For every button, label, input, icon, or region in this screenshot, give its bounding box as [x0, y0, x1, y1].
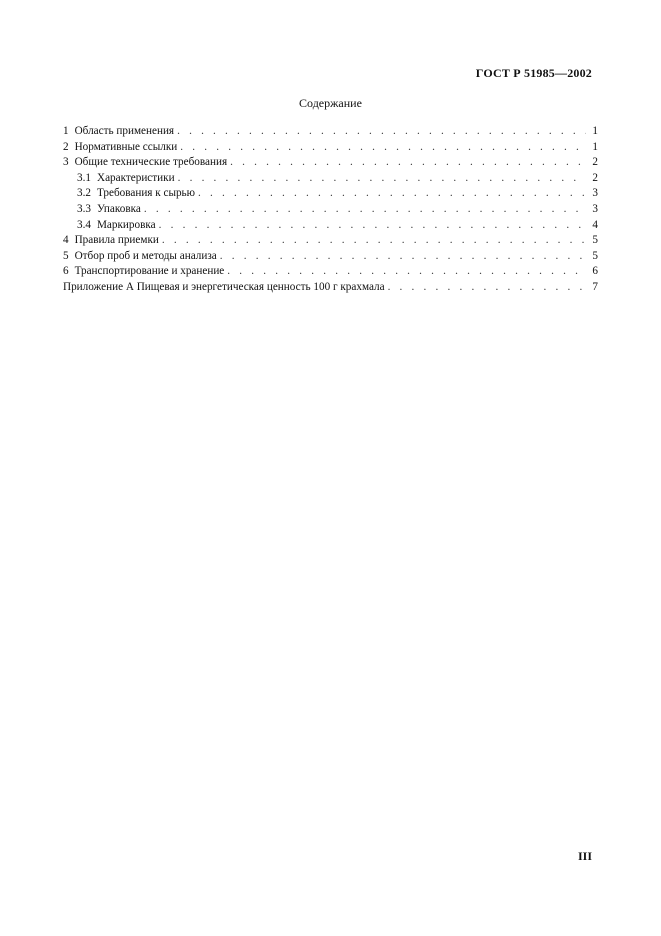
toc-entry-title: Отбор проб и методы анализа — [74, 249, 217, 262]
toc-entry-number: 3.3 — [77, 202, 91, 215]
toc-entry[interactable] — [63, 140, 598, 156]
toc-entry-page: 2 — [592, 171, 598, 184]
leader-dots — [230, 155, 586, 171]
toc-entry-title: Упаковка — [96, 202, 141, 215]
toc-title: Содержание — [299, 96, 362, 110]
leader-dots — [220, 249, 586, 265]
toc-entry-number: 4 — [63, 234, 69, 247]
toc-entry-title: Нормативные ссылки — [74, 140, 178, 153]
toc-entry-number: 6 — [63, 265, 69, 278]
toc-entry-page: 5 — [592, 249, 598, 262]
toc-subentry[interactable] — [63, 218, 598, 234]
toc-entry[interactable] — [63, 124, 598, 140]
toc-entry-title: Правила приемки — [74, 234, 159, 247]
toc-entry-appendix[interactable] — [63, 280, 598, 296]
toc-entry-page: 6 — [592, 265, 598, 278]
toc-entry-number: 3 — [63, 156, 69, 169]
toc-entry[interactable] — [63, 233, 598, 249]
toc-entry-page: 3 — [592, 202, 598, 215]
toc-entry-title: Транспортирование и хранение — [74, 265, 225, 278]
toc-subentry[interactable] — [63, 171, 598, 187]
leader-dots — [227, 264, 586, 280]
toc-entry-title: Характеристики — [96, 171, 175, 184]
leader-dots — [159, 218, 586, 234]
toc-entry-title: Приложение А Пищевая и энергетическая ценность 100 г крахмала — [63, 280, 385, 293]
toc-entry-title: Требования к сырью — [96, 187, 196, 200]
leader-dots — [162, 233, 586, 249]
leader-dots — [180, 140, 586, 156]
leader-dots — [177, 124, 586, 140]
toc-entry-title: Общие технические требования — [74, 156, 228, 169]
toc-entry-title: Маркировка — [96, 218, 156, 231]
leader-dots — [198, 186, 586, 202]
toc-entry[interactable] — [63, 249, 598, 265]
toc-entry-page: 1 — [592, 140, 598, 153]
toc-entry-page: 3 — [592, 187, 598, 200]
page-number: III — [577, 849, 592, 863]
toc-entry-number: 3.2 — [77, 187, 91, 200]
leader-dots — [388, 280, 586, 296]
toc-entry[interactable] — [63, 155, 598, 171]
leader-dots — [144, 202, 586, 218]
toc-entry-number: 2 — [63, 140, 69, 153]
toc-entry-page: 2 — [592, 156, 598, 169]
toc-entry-page: 4 — [592, 218, 598, 231]
toc-subentry[interactable] — [63, 186, 598, 202]
toc-entry-number: 5 — [63, 249, 69, 262]
toc-entry-number: 3.1 — [77, 171, 91, 184]
toc-entry-page: 5 — [592, 234, 598, 247]
toc-entry-number: 1 — [63, 125, 69, 137]
toc-entry[interactable] — [63, 264, 598, 280]
toc-entry-number: 3.4 — [77, 218, 91, 231]
table-of-contents — [63, 124, 598, 296]
toc-subentry[interactable] — [63, 202, 598, 218]
document-code: ГОСТ Р 51985—2002 — [475, 66, 592, 80]
leader-dots — [178, 171, 586, 187]
toc-entry-page: 1 — [592, 125, 598, 137]
toc-entry-title: Область применения — [74, 125, 175, 137]
toc-entry-page: 7 — [592, 280, 598, 293]
